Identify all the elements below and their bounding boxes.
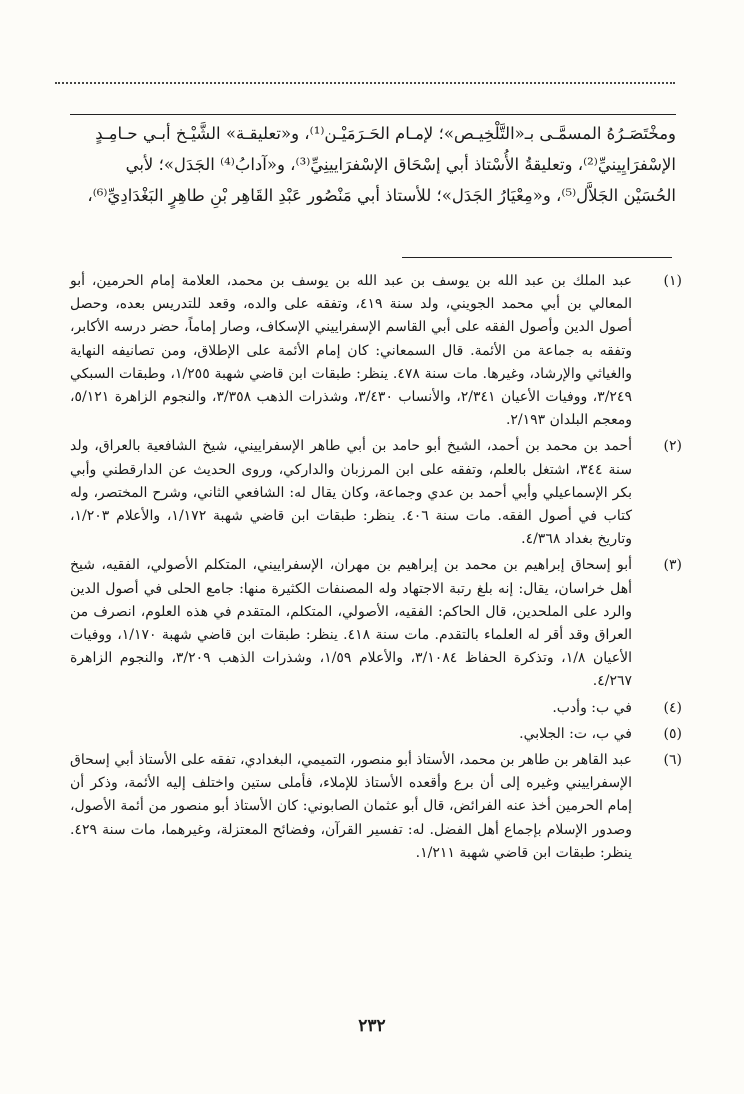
main-line: الحُسَيْن الجَلاَّل⁽⁵⁾، و«مِعْيَارُ الجَدَل»؛ للأستاذ أبي مَنْصُور عَبْدِ القَاهِر بْنِ طاهِرٍ البَغْدَادِيِّ⁽⁶⁾، [87,186,676,205]
top-dotted-rule [55,82,675,84]
footnote [70,435,682,551]
footnote-number: (٤) [663,699,682,716]
footnote-text: أبو إسحاق إبراهيم بن محمد بن إبراهيم بن مهران، الإسفراييني، المتكلم الأصولي، الفقيه، شيخ أهل خراسان، يقال: إنه بلغ رتبة الاجتهاد وله المصنفات الكثيرة منها: جامع الحلى في أصول الدين والرد على الملحدين، قال الحاكم: الفقيه، الأصولي، المتكلم، المتقدم في هذه العلوم، انصرف من العراق وقد أقر له العلماء بالتقدم. مات سنة ٤١٨. ينظر: طبقات ابن قاضي شهبة ١/١٧٠، ووفيات الأعيان ١/٨، وتذكرة الحفاظ ٣/١٠٨٤، والأعلام ١/٥٩، وشذرات الذهب ٣/٢٠٩، والنجوم الزاهرة ٤/٢٦٧. [70,557,632,690]
footnote-text: عبد الملك بن عبد الله بن يوسف بن عبد الله بن يوسف بن محمد، العلامة إمام الحرمين، أبو المعالي بن أبي محمد الجويني، ولد سنة ٤١٩، وتفقه على والده، وقعد للتدريس بعده، وحصل أصول الدين وأصول الفقه على أبي القاسم الإسفراييني الإسكاف، وصار إماماً، حضر درسه الأكابر، وتفقه به جماعة من الأئمة. قال السمعاني: كان إمام الأئمة على الإطلاق، ومن تصانيفه النهاية والغياثي والإرشاد، وغيرها. مات سنة ٤٧٨. ينظر: طبقات ابن قاضي شهبة ١/٢٥٥، وطبقات السبكي ٣/٢٤٩، ووفيات الأعيان ٢/٣٤١، والأنساب ٣/٤٣٠، وشذرات الذهب ٣/٣٥٨، والنجوم الزاهرة ٥/١٢١، ومعجم البلدان ٢/١٩٣. [70,273,633,429]
footnote-number: (٢) [663,438,682,455]
footnote [70,723,682,746]
main-line: الإسْفرَايِينيِّ⁽²⁾، وتعليقةُ الأُسْتاذ أبي إسْحَاق الإسْفرَايينِيِّ⁽³⁾، و«آدابُ⁽⁴⁾ الجَدَل»؛ لأبي [125,155,676,174]
footnote-number: (٣) [663,557,682,574]
footnote-separator [402,257,672,258]
footnote-number: (٥) [663,725,682,742]
footnote-text: في ب: وأدب. [552,699,632,716]
page-number: ٢٣٢ [358,1016,386,1036]
footnote-text: أحمد بن محمد بن أحمد، الشيخ أبو حامد بن أبي طاهر الإسفراييني، شيخ الشافعية بالعراق، ولد سنة ٣٤٤، اشتغل بالعلم، وتفقه على ابن المرزبان والداركي، وروى الحديث عن الدارقطني وأبي بكر الإسماعيلي وأبي أحمد بن عدي وجماعة، وكان يقال له: الشافعي الثاني، وشرح المختصر، وله كتاب في أصول الفقه. مات سنة ٤٠٦. ينظر: طبقات ابن قاضي شهبة ١/١٧٢، والأعلام ١/٢٠٣، وتاريخ بغداد ٤/٣٦٨. [70,438,632,548]
footnote [70,270,682,432]
footnote [70,554,682,693]
header-rule [70,114,676,115]
footnote [70,697,682,720]
footnote [70,749,682,865]
footnote-text: عبد القاهر بن طاهر بن محمد، الأستاذ أبو منصور، التميمي، البغدادي، تفقه على الأستاذ أبي إسحاق الإسفراييني وغيره إلى أن برع وأقعده الأستاذ للإملاء، فأملى ستين واختلف إليه الأئمة، وذكر أن إمام الحرمين أخذ عنه الفرائض، قال أبو عثمان الصابوني: كان الأستاذ أبو منصور من أئمة الأصول، وصدور الإسلام بإجماع أهل الفضل. له: تفسير القرآن، وفضائح المعتزلة، وغيرهما، مات سنة ٤٢٩. ينظر: طبقات ابن قاضي شهبة ١/٢١١. [70,752,632,861]
footnote-number: (١) [663,273,682,289]
footnote-number: (٦) [663,752,682,769]
main-text [70,118,676,211]
main-line: ومخْتَصَـرُهُ المسمَّـى بـ«التَّلْخِيـص»؛ لإمـام الحَـرَمَيْـن⁽¹⁾، و«تعليقـة» الشَّيْـخ أبـي حـامِـدٍ [95,124,676,143]
footnote-text: في ب، ت: الجلابي. [519,725,632,742]
footnotes [70,270,682,868]
